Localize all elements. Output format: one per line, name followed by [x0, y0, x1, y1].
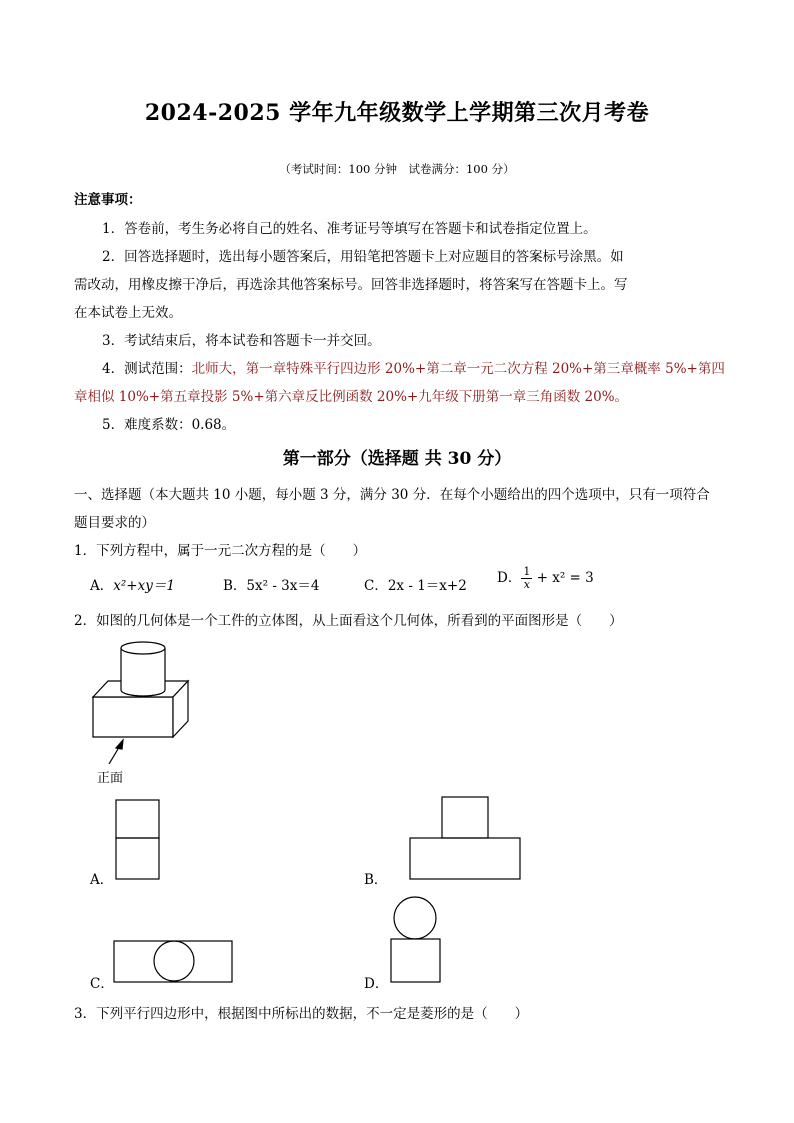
notice-heading: 注意事项：	[74, 192, 142, 208]
question-1-stem: 1．下列方程中，属于一元二次方程的是（ ）	[74, 543, 367, 559]
question-3-stem: 3．下列平行四边形中，根据图中所标出的数据，不一定是菱形的是（ ）	[74, 1006, 529, 1022]
test-scope-line2: 章相似 10%+第五章投影 5%+第六章反比例函数 20%+九年级下册第一章三角函数 20%。	[74, 389, 629, 405]
option-a-figure	[116, 800, 159, 879]
section-title: 第一部分（选择题 共 30 分）	[282, 449, 512, 469]
exam-title: 2024-2025 学年九年级数学上学期第三次月考卷	[144, 100, 650, 126]
option-a-label: A．	[90, 578, 114, 594]
question-2-option-b-label: B．	[364, 872, 388, 888]
option-c-figure	[114, 941, 232, 982]
question-2-option-d-label: D．	[364, 976, 389, 992]
test-scope-line1: 北师大，第一章特殊平行四边形 20%+第二章一元二次方程 20%+第三章概率 5%+第四	[191, 361, 725, 377]
question-2-stem: 2．如图的几何体是一个工件的立体图，从上面看这个几何体，所看到的平面图形是（ ）	[74, 613, 623, 629]
box-front-face	[93, 697, 173, 737]
front-label: 正面	[97, 771, 124, 786]
notice-1: 1．答卷前，考生务必将自己的姓名、准考证号等填写在答题卡和试卷指定位置上。	[102, 221, 597, 237]
front-arrow	[109, 740, 123, 764]
notice-5: 5．难度系数：0.68。	[102, 417, 236, 433]
option-a-text: x²+xy＝1	[113, 578, 175, 594]
option-d-label: D．	[497, 570, 522, 586]
workpiece-figure	[93, 642, 188, 737]
option-b-figure	[410, 797, 520, 879]
option-b-label: B．	[223, 578, 247, 594]
fraction-numerator: 1	[523, 565, 531, 578]
exam-meta: （考试时间：100 分钟 试卷满分：100 分）	[279, 162, 515, 176]
option-c-label: C．	[364, 578, 388, 594]
section-intro-line2: 题目要求的）	[74, 515, 155, 531]
option-d-figure	[391, 897, 440, 982]
question-2-option-a-label: A．	[90, 872, 114, 888]
notice-2-line3: 在本试卷上无效。	[74, 305, 182, 321]
notice-3: 3．考试结束后，将本试卷和答题卡一并交回。	[102, 333, 381, 349]
fraction-denominator: x	[523, 578, 530, 591]
option-c-text: 2x - 1＝x+2	[387, 578, 467, 594]
notice-4-prefix: 4．测试范围：	[102, 361, 192, 377]
cylinder-top	[121, 642, 165, 654]
section-intro-line1: 一、选择题（本大题共 10 小题，每小题 3 分，满分 30 分．在每个小题给出的四个选项中，只有一项符合	[74, 487, 710, 503]
notice-2-line1: 2．回答选择题时，选出每小题答案后，用铅笔把答题卡上对应题目的答案标号涂黑。如	[102, 249, 624, 265]
question-2-option-c-label: C．	[90, 976, 114, 992]
notice-2-line2: 需改动，用橡皮擦干净后，再选涂其他答案标号。回答非选择题时，将答案写在答题卡上。写	[74, 277, 628, 293]
option-d-rest: + x² = 3	[532, 570, 594, 586]
option-b-text: 5x² - 3x＝4	[246, 578, 320, 594]
